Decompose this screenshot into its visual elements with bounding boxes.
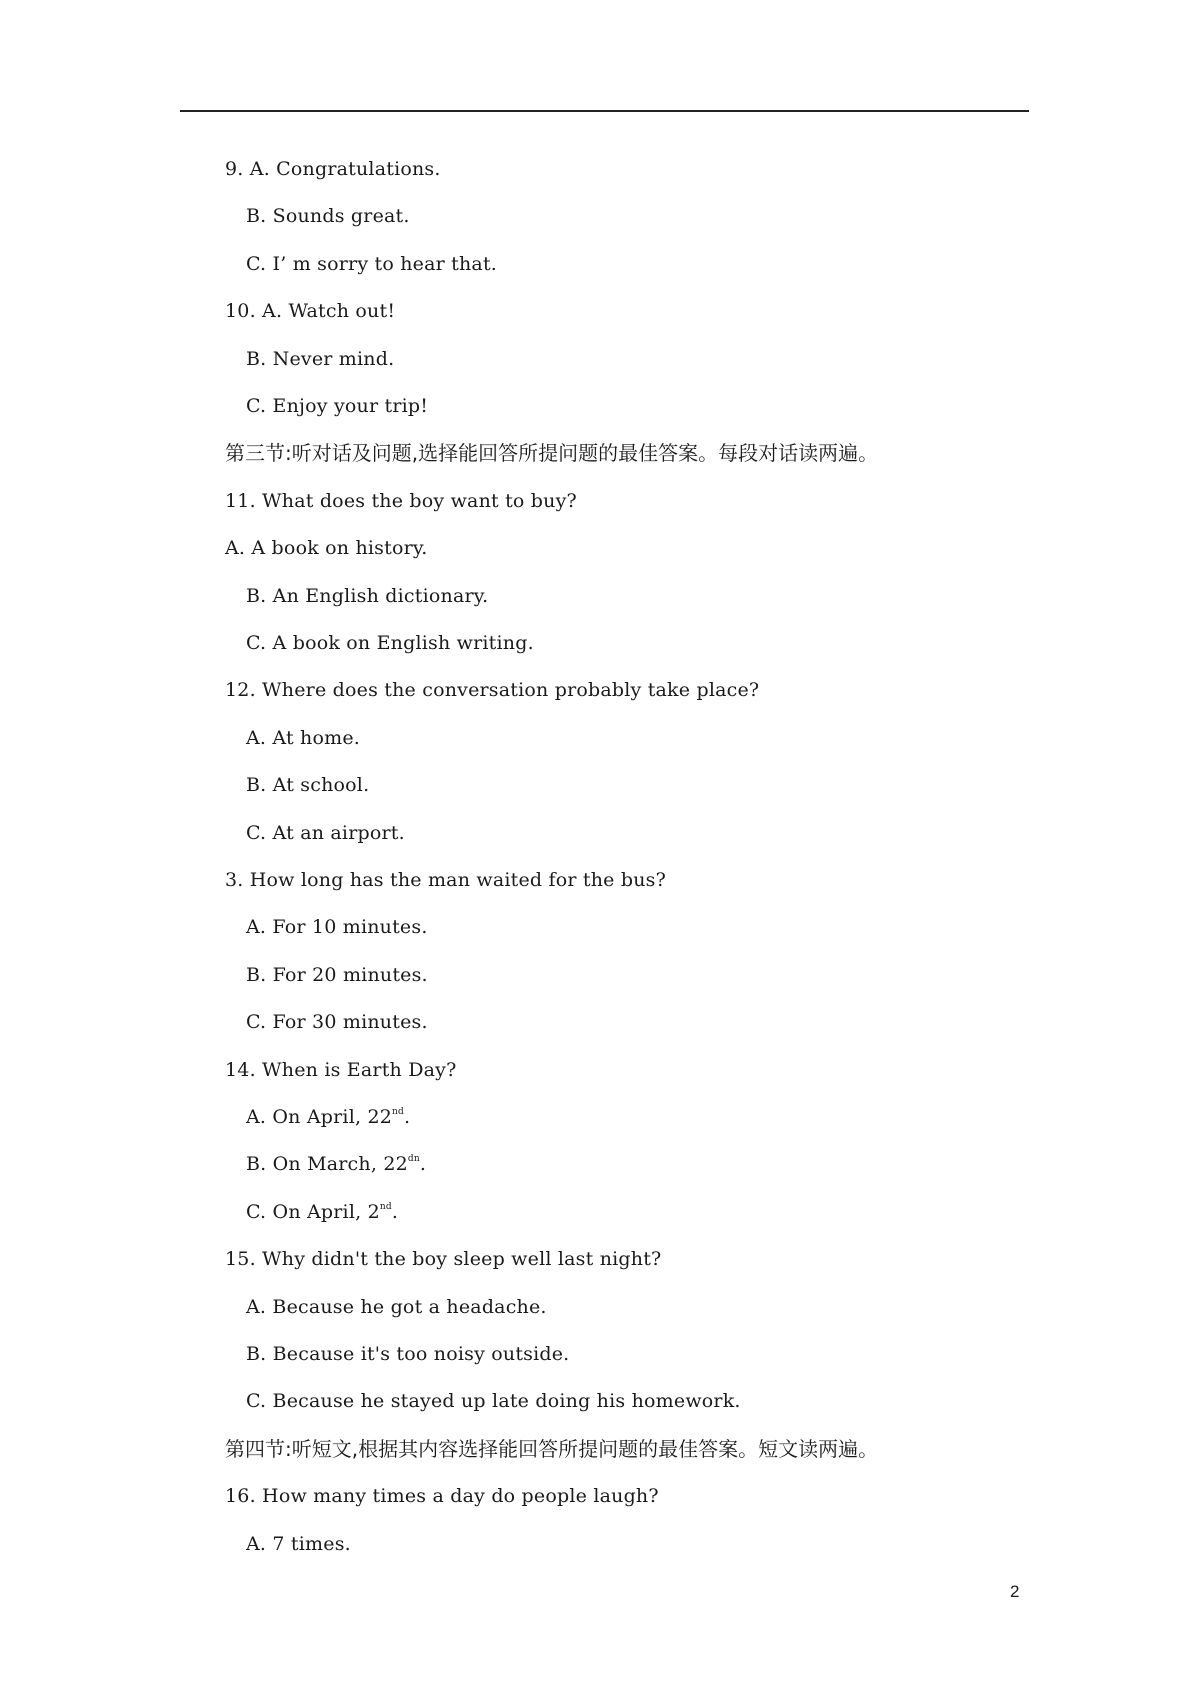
header-rule [180, 110, 1029, 112]
answer-option [246, 1105, 410, 1129]
line-text: A. A book on history. [225, 537, 428, 559]
answer-option [246, 347, 394, 371]
answer-option [246, 1200, 398, 1224]
line-text: 16. How many times a day do people laugh? [225, 1485, 659, 1507]
answer-option [246, 915, 428, 939]
line-text: 3. How long has the man waited for the bus? [225, 869, 666, 891]
line-text: B. At school. [246, 774, 370, 796]
page-number: 2 [1010, 1582, 1020, 1601]
question-text [225, 299, 395, 323]
line-text: C. At an airport. [246, 822, 405, 844]
line-text: 11. What does the boy want to buy? [225, 490, 577, 512]
answer-option [246, 584, 488, 608]
section-heading [225, 1437, 878, 1461]
line-text: C. On April, 2 [246, 1201, 380, 1223]
answer-option [246, 1010, 428, 1034]
question-text [225, 1484, 659, 1508]
line-text: B. Sounds great. [246, 205, 410, 227]
answer-option [246, 1532, 351, 1556]
answer-option [246, 726, 360, 750]
line-tail: . [419, 1153, 427, 1175]
line-text: A. 7 times. [246, 1533, 351, 1555]
line-text: B. An English dictionary. [246, 585, 489, 607]
answer-option [246, 631, 534, 655]
answer-option [246, 1389, 741, 1413]
answer-option [246, 252, 497, 276]
line-text: A. Because he got a headache. [246, 1296, 547, 1318]
line-text: C. I’ m sorry to hear that. [246, 253, 498, 275]
answer-option [246, 204, 410, 228]
section-heading [225, 441, 878, 465]
answer-option [246, 1342, 569, 1366]
ordinal-suffix: nd [392, 1107, 404, 1117]
ordinal-suffix: dn [407, 1154, 420, 1164]
question-text [225, 157, 441, 181]
line-text: A. For 10 minutes. [246, 916, 428, 938]
question-text [225, 1058, 456, 1082]
answer-option [246, 821, 405, 845]
answer-option [246, 1295, 547, 1319]
question-text [225, 1247, 661, 1271]
line-tail: . [404, 1106, 411, 1128]
line-text: B. On March, 22 [246, 1153, 408, 1175]
question-text [225, 868, 666, 892]
line-text: 第四节:听短文,根据其内容选择能回答所提问题的最佳答案。短文读两遍。 [225, 1437, 879, 1461]
question-text [225, 678, 759, 702]
line-text: B. Never mind. [246, 348, 395, 370]
line-tail: . [391, 1201, 399, 1223]
line-text: 14. When is Earth Day? [225, 1059, 457, 1081]
line-text: B. Because it's too noisy outside. [246, 1343, 570, 1365]
line-text: 10. A. Watch out! [225, 300, 396, 322]
line-text: A. At home. [246, 727, 361, 749]
answer-option [246, 394, 428, 418]
answer-option [246, 1152, 426, 1176]
line-text: C. For 30 minutes. [246, 1011, 428, 1033]
line-text: 第三节:听对话及问题,选择能回答所提问题的最佳答案。每段对话读两遍。 [225, 441, 879, 465]
line-text: 12. Where does the conversation probably take place? [225, 679, 760, 701]
line-text: C. Because he stayed up late doing his homework. [246, 1390, 741, 1412]
question-text [225, 489, 577, 513]
ordinal-suffix: nd [379, 1202, 392, 1212]
line-text: B. For 20 minutes. [246, 964, 428, 986]
line-text: 9. A. Congratulations. [225, 158, 441, 180]
question-text [225, 536, 428, 560]
answer-option [246, 963, 428, 987]
line-text: C. A book on English writing. [246, 632, 534, 654]
line-text: A. On April, 22 [246, 1106, 393, 1128]
answer-option [246, 773, 369, 797]
line-text: C. Enjoy your trip! [246, 395, 429, 417]
line-text: 15. Why didn't the boy sleep well last night? [225, 1248, 662, 1270]
